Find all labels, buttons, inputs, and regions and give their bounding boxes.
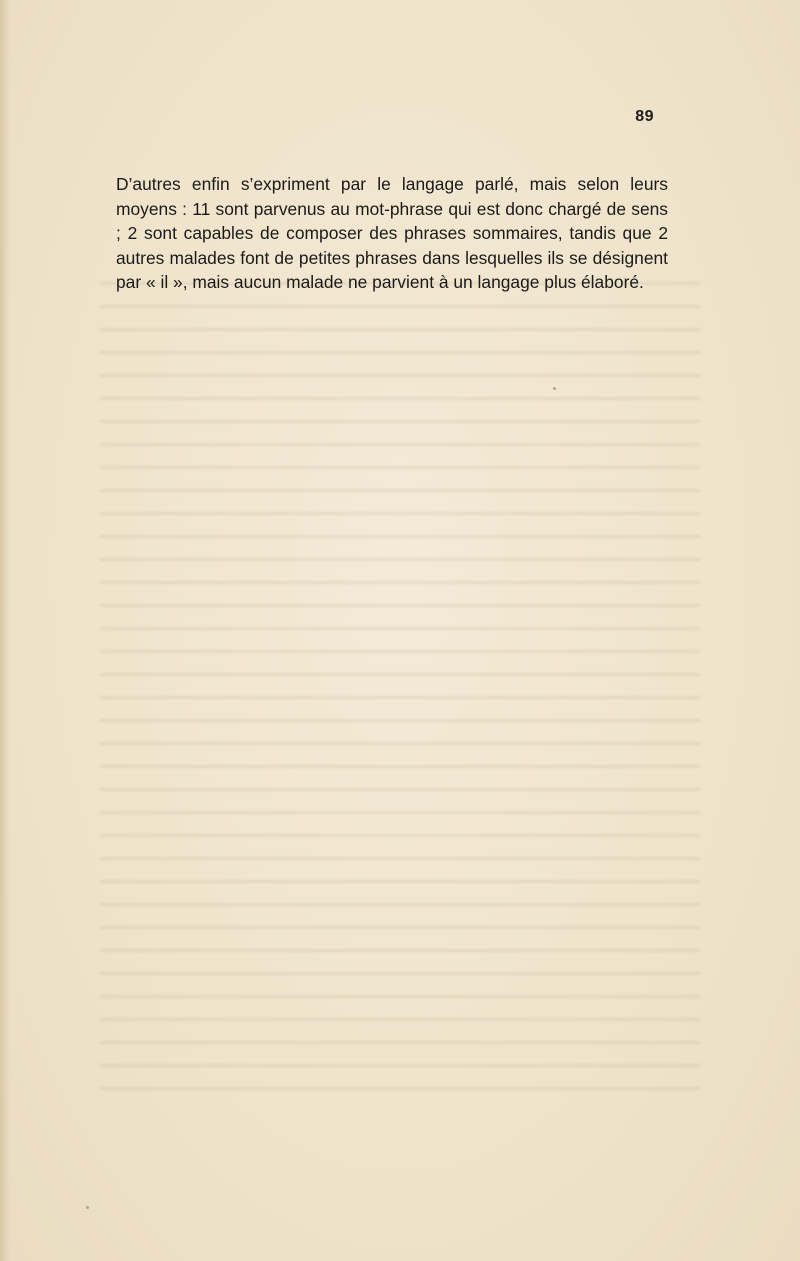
page-edge-shadow xyxy=(0,0,10,1261)
paper-speck xyxy=(86,1206,89,1209)
body-paragraph: D’autres enfin s’expriment par le langage parlé, mais selon leurs moyens : 11 sont parvenus au mot-phrase qui est donc chargé de sens ; 2 sont capables de composer des phrases sommaires, tandis que 2 autres malades font de petites phrases dans lesquelles ils se désignent par « il », mais aucun malade ne parvient à un langage plus élaboré. xyxy=(116,174,668,292)
bleed-through-text xyxy=(100,270,700,1090)
page-number: 89 xyxy=(635,108,654,125)
paper-speck xyxy=(553,387,556,390)
